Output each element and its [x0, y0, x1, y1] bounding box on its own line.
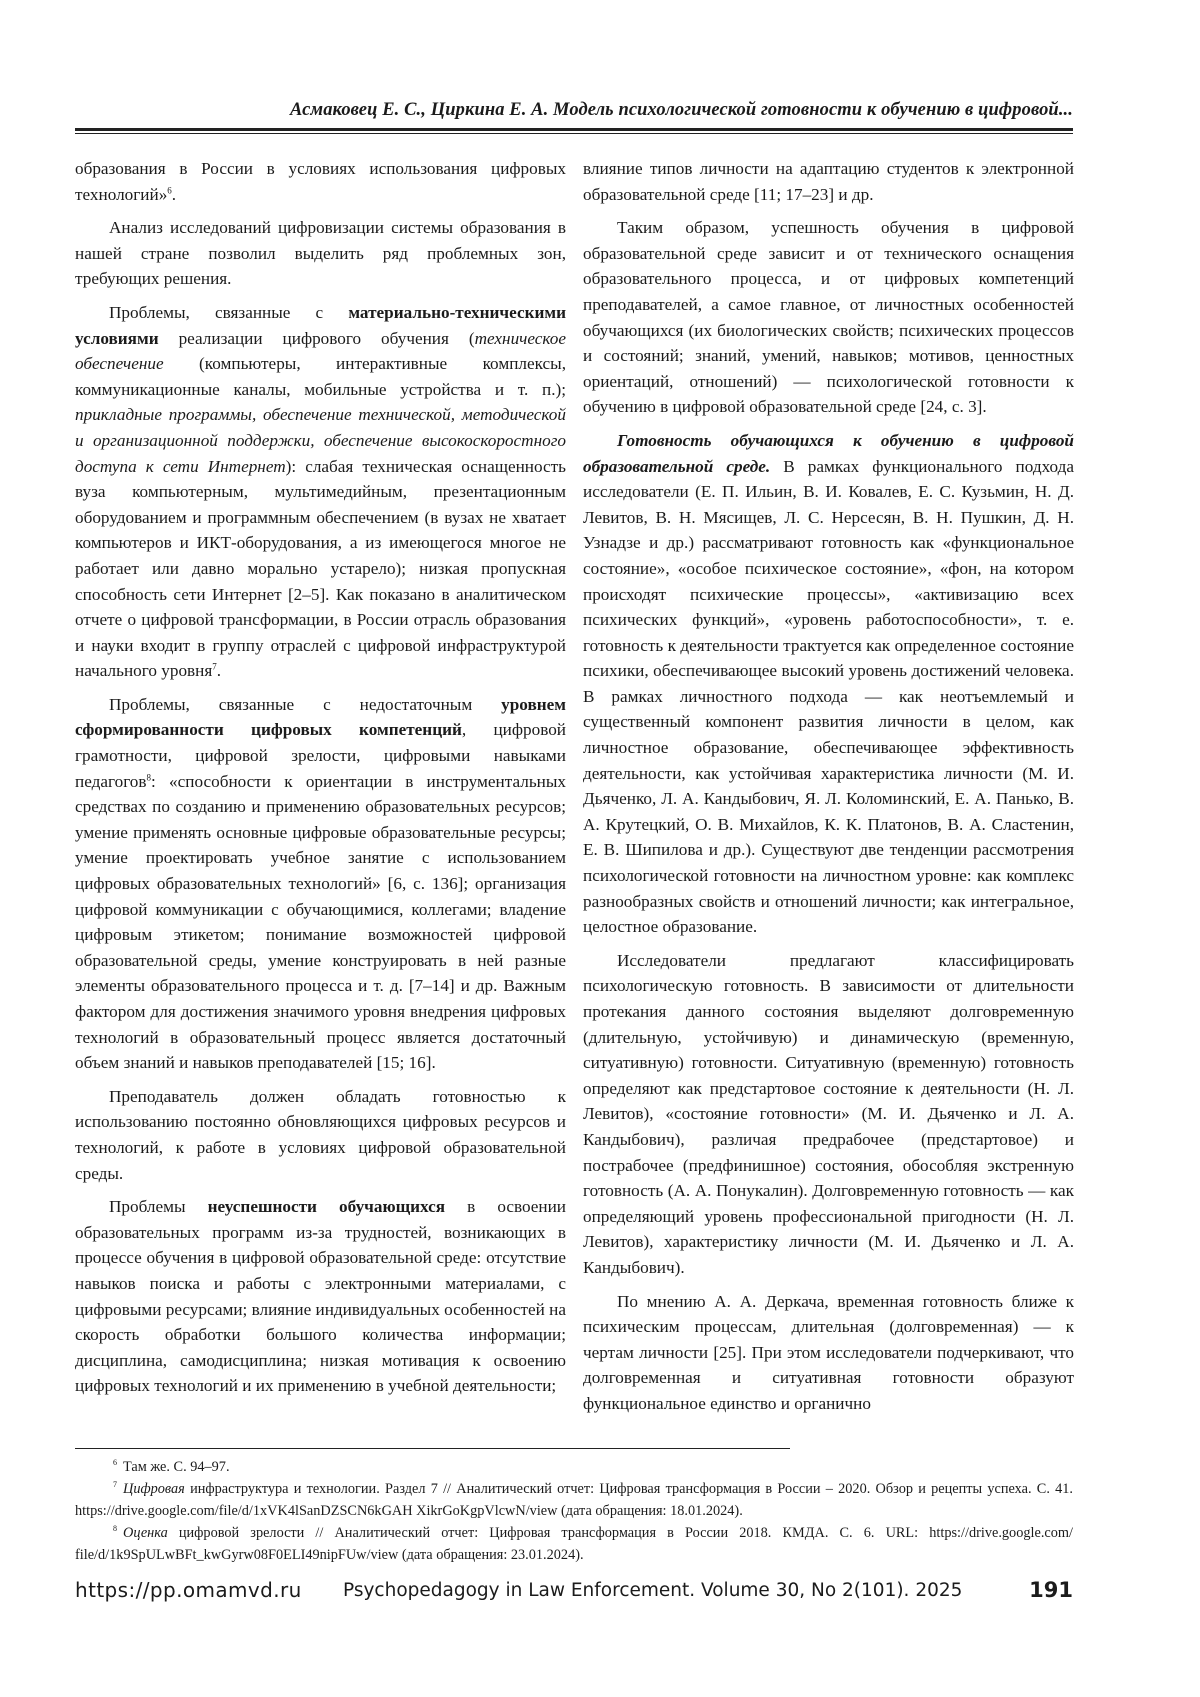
text-run: Проблемы, связанные с [109, 302, 349, 322]
paragraph [75, 1194, 566, 1399]
footnote-text: цифровой зрелости // Аналитический отчет: Цифровая трансформация в России 2018. КМДА. С. 6. URL: https://drive.google.com/ file/d/1k9SpULwBFt_kwGyrw08F0ELI49nipFUw/view (дата обращения: 23.01.2024). [75, 1525, 1073, 1563]
paragraph [75, 300, 566, 684]
footnote-number: 6 [113, 1458, 117, 1468]
footnote-6 [75, 1456, 1073, 1478]
text-run: образования в России в условиях использования цифровых технологий» [75, 159, 566, 204]
page-number: 191 [1029, 1578, 1073, 1602]
footnotes [75, 1456, 1073, 1566]
italic-term: техническое обеспечение [75, 328, 566, 374]
text-run: Проблемы, связанные с недостаточным [109, 694, 502, 714]
footnote-ref-6[interactable]: 6 [167, 184, 172, 195]
text-run: Проблемы [109, 1197, 208, 1217]
bold-term: уровнем сформированности цифровых компетенций [75, 694, 566, 740]
paragraph: Исследователи предлагают классифицировать психологическую готовность. В зависимости от длительности протекания данного состояния выделяют долговременную (длительную, устойчивую) и динамическую (временную, ситуативную) готовности. Ситуативную (временную) готовность определяют как предстартовое состояние к деятельности (Н. Л. Левитов), «состояние готовности» (М. И. Дьяченко и Л. А. Кандыбович), различая предрабочее (предстартовое) и пострабочее (предфинишное) состояния, обособляя экстренную готовность (А. А. Понукалин). Долговременную готовность — как определяющий уровень профессиональной пригодности (Н. Л. Левитов), характеристику личности (М. И. Дьяченко и Л. А. Кандыбович). [583, 950, 1074, 1277]
paragraph [75, 156, 566, 207]
text-run: (компьютеры, интерактивные комплексы, коммуникационные каналы, мобильные устройства и т. п.); [75, 354, 566, 399]
section-heading: Готовность обучающихся к обучению в цифровой образовательной среде. [583, 430, 1074, 476]
paragraph: влияние типов личности на адаптацию студентов к электронной образовательной среде [11; 17–23] и др. [583, 159, 1074, 204]
text-run: . [216, 661, 222, 681]
header-rule-thin [75, 133, 1073, 134]
footnote-italic: Цифровая [123, 1481, 185, 1497]
journal-url-link[interactable]: https://pp.omamvd.ru [75, 1578, 302, 1602]
text-run: , цифровой грамотности, цифровой зрелости, цифровыми навыками педагогов [75, 720, 566, 791]
left-column [75, 156, 566, 1407]
paragraph [583, 428, 1074, 940]
paragraph: По мнению А. А. Деркача, временная готовность ближе к психическим процессам, длительная (долговременная) — к чертам личности [25]. При этом исследователи подчеркивают, что долговременная и ситуативная готовности образуют функциональное единство и органично [583, 1291, 1074, 1413]
footnote-7 [75, 1478, 1073, 1522]
paragraph: Таким образом, успешность обучения в цифровой образовательной среде зависит и от технического оснащения образовательного процесса, и от цифровых компетенций преподавателей, а самое главное, от личностных особенностей обучающихся (их биологических свойств; психических процессов и состояний; знаний, умений, навыков; мотивов, ценностных ориентаций, отношений) — психологической готовности к обучению в цифровой образовательной среде [24, с. 3]. [583, 218, 1074, 417]
text-run: В рамках функционального подхода исследователи (Е. П. Ильин, В. И. Ковалев, Е. С. Кузьмин, Н. Д. Левитов, В. Н. Мясищев, Л. С. Нерсесян, В. Н. Пушкин, Д. Н. Узнадзе и др.) рассматривают готовность как «функциональное состояние», «особое психическое состояние», «фон, на котором происходят психические процессы», «активизацию всех психических функций», «уровень работоспособности», т. е. готовность к деятельности трактуется как определенное состояние психики, обеспечивающее высокий уровень достижений человека. В рамках личностного подхода — как неотъемлемый и существенный компонент развития личности в целом, как личностное образование, обеспечивающее эффективность деятельности, как устойчивая характеристика личности (М. И. Дьяченко, Л. А. Кандыбович, Я. Л. Коломинский, Е. А. Панько, В. А. Крутецкий, О. В. Михайлов, К. К. Платонов, В. А. Сластенин, Е. В. Шипилова и др.). Существуют две тенденции рассмотрения психологической готовности на личностном уровне: как комплекс разнообразных свойств и отношений личности; как интегральное, целостное образование. [583, 456, 1074, 937]
text-run: : «способности к ориентации в инструментальных средствах по созданию и применению образовательных ресурсов; умение применять основные цифровые образовательные ресурсы; умение проектировать учебное занятие с использованием цифровых образовательных технологий» [6, с. 136]; организация цифровой коммуникации с обучающимися, коллегами; владение цифровым этикетом; понимание возможностей цифровой образовательной среды, умение конструировать в ней разные элементы образовательного процесса и т. д. [7–14] и др. Важным фактором для достижения значимого уровня внедрения цифровых технологий в образовательный процесс является достаточный объем знаний и навыков преподавателей [15; 16]. [75, 771, 566, 1073]
text-run: ): слабая техническая оснащенность вуза компьютерным, мультимедийным, презентационным оборудованием и программным обеспечением (в вузах не хватает компьютеров и ИКТ-оборудования, а из имеющегося многое не работает или давно морально устарело); низкая пропускная способность сети Интернет [2–5]. Как показано в аналитическом отчете о цифровой трансформации, в России отрасль образования и науки входит в группу отраслей с цифровой инфраструктурой начального уровня [75, 456, 566, 681]
page-footer [75, 1578, 1073, 1608]
bold-term: неуспешности обучающихся [207, 1197, 446, 1217]
footnote-text: инфраструктура и технологии. Раздел 7 // Аналитический отчет: Цифровая трансформация в России – 2020. Обзор и рецепты успеха. С. 41. https://drive.google.com/file/d/1xVK4lSanDZSCN6kGAH XikrGoKgpVlcwN/view (дата обращения: 18.01.2024). [75, 1481, 1073, 1519]
journal-citation: Psychopedagogy in Law Enforcement. Volume 30, No 2(101). 2025 [343, 1580, 963, 1601]
header-rule-thick [75, 128, 1073, 131]
italic-term: прикладные программы, обеспечение технической, методической и организационной поддержки, обеспечение высокоскоростного доступа к сети Интернет [75, 405, 566, 476]
text-run: реализации цифрового обучения ( [158, 328, 475, 348]
footnote-ref-8[interactable]: 8 [146, 771, 152, 782]
bold-term: материально-техническими условиями [75, 302, 566, 348]
footnote-text: Там же. С. 94–97. [123, 1459, 230, 1475]
paragraph: Преподаватель должен обладать готовностью к использованию постоянно обновляющихся цифровых ресурсов и технологий, к работе в условиях цифровой образовательной среды. [75, 1086, 566, 1183]
footnote-number: 7 [113, 1480, 117, 1490]
text-run: в освоении образовательных программ из-за трудностей, возникающих в процессе обучения в цифровой образовательной среде: отсутствие навыков поиска и работы с электронными материалами, с цифровыми ресурсами; влияние индивидуальных особенностей на скорость обработки большого количества информации; дисциплина, самодисциплина; низкая мотивация к освоению цифровых технологий и их применению в учебной деятельности; [75, 1197, 567, 1396]
paragraph [75, 692, 566, 1076]
right-column [583, 156, 1074, 1425]
footnote-8 [75, 1522, 1073, 1566]
footnote-number: 8 [113, 1524, 117, 1534]
footnote-separator [75, 1448, 790, 1449]
footnote-ref-7[interactable]: 7 [212, 661, 217, 672]
paragraph: Анализ исследований цифровизации системы образования в нашей стране позволил выделить ряд проблемных зон, требующих решения. [75, 218, 566, 289]
footnote-italic: Оценка [123, 1525, 168, 1541]
running-title: Асмаковец Е. С., Циркина Е. А. Модель психологической готовности к обучению в цифровой... [289, 100, 1073, 120]
text-run: . [171, 184, 177, 204]
